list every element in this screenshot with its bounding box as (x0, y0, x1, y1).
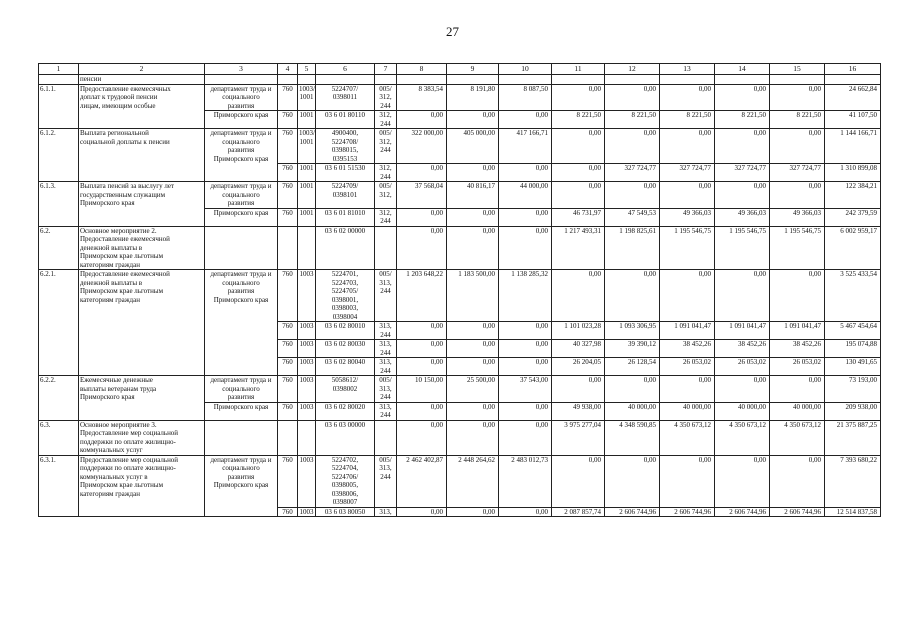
section-code: 1001 (298, 182, 316, 209)
expense-type: 005/ 313, 244 (375, 376, 397, 403)
amount-col-10: 417 166,71 (499, 129, 552, 164)
target-article: 5058612/ 0398002 (316, 376, 375, 403)
amount-col-13: 8 221,50 (660, 111, 715, 129)
grbs-code: 760 (278, 164, 298, 182)
amount-total: 73 193,00 (825, 376, 881, 403)
grbs-code (278, 420, 298, 455)
continuation-cell (605, 75, 660, 85)
activity-name: Выплата пенсий за выслугу лет государственным служащим Приморского края (79, 182, 205, 227)
expense-type: 312, 244 (375, 208, 397, 226)
grbs-code: 760 (278, 111, 298, 129)
column-header-1: 1 (39, 64, 79, 75)
amount-col-12: 1 093 306,95 (605, 322, 660, 340)
amount-col-12: 0,00 (605, 182, 660, 209)
amount-col-12: 4 348 590,85 (605, 420, 660, 455)
amount-col-12: 1 198 825,61 (605, 226, 660, 270)
amount-col-12: 8 221,50 (605, 111, 660, 129)
amount-col-10: 1 138 285,32 (499, 270, 552, 322)
amount-col-12: 327 724,77 (605, 164, 660, 182)
executor: Приморского края (205, 402, 278, 420)
item-number: 6.1.2. (39, 129, 79, 182)
section-code: 1003 (299, 507, 314, 516)
continuation-cell (397, 75, 447, 85)
amount-col-10: 0,00 (499, 164, 552, 182)
amount-col-13: 26 053,02 (660, 358, 715, 376)
amount-col-8: 0,00 (397, 111, 447, 129)
continuation-cell (205, 75, 278, 85)
amount-col-10: 0,00 (499, 358, 552, 376)
amount-col-15: 1 091 041,47 (770, 322, 825, 340)
section-code: 1003/ 1001 (298, 84, 316, 111)
continuation-cell (499, 75, 552, 85)
amount-col-11: 0,00 (552, 129, 605, 164)
target-article: 4900400, 5224708/ 0398015, 0395153 (316, 129, 375, 164)
column-header-12: 12 (605, 64, 660, 75)
activity-name: Основное мероприятие 2. Предоставление ежемесячной денежной выплаты в Приморском крае льготным категориям граждан (79, 226, 205, 270)
amount-col-9: 0,00 (447, 420, 499, 455)
target-article: 03 6 03 80050 (316, 507, 375, 517)
expense-type (375, 226, 397, 270)
expense-type: 313, 244 (375, 340, 397, 358)
amount-col-11: 49 938,00 (552, 402, 605, 420)
amount-col-13: 327 724,77 (660, 164, 715, 182)
target-article: 5224709/ 0398101 (316, 182, 375, 209)
amount-col-11: 26 204,05 (552, 358, 605, 376)
continuation-cell (770, 75, 825, 85)
amount-col-8: 0,00 (397, 322, 447, 340)
amount-col-13: 4 350 673,12 (660, 420, 715, 455)
amount-col-11: 0,00 (552, 84, 605, 111)
amount-col-10: 37 543,00 (499, 376, 552, 403)
column-header-15: 15 (770, 64, 825, 75)
expense-type (375, 420, 397, 455)
amount-col-11: 1 101 023,28 (552, 322, 605, 340)
grbs-code: 760 (278, 84, 298, 111)
amount-col-14: 4 350 673,12 (715, 420, 770, 455)
activity-name: Основное мероприятие 3. Предоставление мер социальной поддержки по оплате жилищно- коммунальных услуг (79, 420, 205, 455)
amount-col-12: 2 606 744,96 (605, 507, 660, 517)
executor: департамент труда и социального развития (205, 182, 278, 209)
continuation-cell (660, 75, 715, 85)
amount-col-15: 0,00 (770, 376, 825, 403)
amount-col-10: 0,00 (499, 111, 552, 129)
amount-col-13: 40 000,00 (660, 402, 715, 420)
expense-type: 313, 244 (375, 358, 397, 376)
amount-col-10: 0,00 (499, 340, 552, 358)
amount-col-13: 0,00 (660, 84, 715, 111)
amount-col-12: 40 000,00 (605, 402, 660, 420)
target-article: 03 6 02 80040 (316, 358, 375, 376)
amount-col-8: 0,00 (397, 226, 447, 270)
target-article: 03 6 02 00000 (316, 226, 375, 270)
continuation-text: пенсии (79, 75, 205, 85)
continuation-cell (715, 75, 770, 85)
amount-total: 242 379,59 (825, 208, 881, 226)
amount-col-9: 0,00 (447, 226, 499, 270)
item-number: 6.2. (39, 226, 79, 270)
amount-col-9: 0,00 (447, 340, 499, 358)
grbs-code: 760 (278, 322, 298, 340)
target-article: 5224701, 5224703, 5224705/ 0398001, 0398003, 0398004 (316, 270, 375, 322)
amount-total: 12 514 837,58 (825, 507, 881, 517)
amount-total: 5 467 454,64 (825, 322, 881, 340)
expense-type: 005/ 312, 244 (375, 84, 397, 111)
grbs-code: 760 (278, 208, 298, 226)
column-header-3: 3 (205, 64, 278, 75)
item-number: 6.2.2. (39, 376, 79, 421)
target-article: 03 6 02 80010 (316, 322, 375, 340)
amount-col-13: 0,00 (660, 270, 715, 322)
amount-col-15: 0,00 (770, 270, 825, 322)
amount-col-12: 47 549,53 (605, 208, 660, 226)
continuation-row (39, 75, 881, 85)
amount-col-14: 0,00 (715, 270, 770, 322)
expense-type: 313, 244 (375, 402, 397, 420)
amount-col-12: 26 128,54 (605, 358, 660, 376)
executor: департамент труда и социального развития Приморского края (205, 129, 278, 182)
column-number-row (39, 64, 881, 75)
target-article: 03 6 02 80020 (316, 402, 375, 420)
item-number: 6.1.3. (39, 182, 79, 227)
amount-total: 130 491,65 (825, 358, 881, 376)
target-article: 03 6 02 80030 (316, 340, 375, 358)
amount-col-8: 0,00 (397, 420, 447, 455)
expense-type: 005/ 312, 244 (375, 129, 397, 164)
grbs-code: 760 (278, 182, 298, 209)
amount-col-8: 10 150,00 (397, 376, 447, 403)
amount-col-8: 0,00 (397, 208, 447, 226)
amount-col-11: 2 087 857,74 (552, 507, 605, 517)
activity-name: Предоставление мер социальной поддержки по оплате жилищно- коммунальных услуг в Приморском крае льготным категориям граждан (79, 455, 205, 517)
table-row (39, 129, 881, 164)
activity-name: Предоставление ежемесячных доплат к трудовой пенсии лицам, имеющим особые (79, 84, 205, 129)
column-header-16: 16 (825, 64, 881, 75)
amount-col-10: 0,00 (499, 402, 552, 420)
grbs-code: 760 (278, 402, 298, 420)
amount-col-10: 0,00 (499, 322, 552, 340)
amount-col-8: 0,00 (397, 340, 447, 358)
table-row (39, 226, 881, 270)
column-header-14: 14 (715, 64, 770, 75)
amount-col-10: 0,00 (499, 226, 552, 270)
amount-col-10: 0,00 (499, 208, 552, 226)
amount-total: 21 375 887,25 (825, 420, 881, 455)
section-code: 1003 (298, 376, 316, 403)
section-code: 1003/ 1001 (298, 129, 316, 164)
amount-col-13: 49 366,03 (660, 208, 715, 226)
amount-col-9: 1 183 500,00 (447, 270, 499, 322)
column-header-9: 9 (447, 64, 499, 75)
executor (205, 226, 278, 270)
column-header-6: 6 (316, 64, 375, 75)
expense-type: 313, (375, 507, 397, 517)
amount-col-8: 0,00 (397, 507, 447, 517)
amount-col-15: 1 195 546,75 (770, 226, 825, 270)
amount-col-13: 0,00 (660, 129, 715, 164)
amount-col-11: 0,00 (552, 182, 605, 209)
amount-col-13: 1 195 546,75 (660, 226, 715, 270)
amount-col-14: 1 091 041,47 (715, 322, 770, 340)
amount-col-12: 0,00 (605, 129, 660, 164)
section-code: 1001 (298, 111, 316, 129)
amount-col-15: 2 606 744,96 (770, 507, 825, 517)
expense-type: 005/ 312, (375, 182, 397, 209)
amount-col-11: 0,00 (552, 164, 605, 182)
amount-total: 3 525 433,54 (825, 270, 881, 322)
amount-col-12: 0,00 (605, 270, 660, 322)
executor: Приморского края (205, 111, 278, 129)
target-article: 03 6 01 81010 (316, 208, 375, 226)
section-code: 1001 (298, 164, 316, 182)
column-header-5: 5 (298, 64, 316, 75)
amount-col-8: 322 000,00 (397, 129, 447, 164)
section-code: 1003 (298, 340, 316, 358)
continuation-cell (375, 75, 397, 85)
amount-col-14: 8 221,50 (715, 111, 770, 129)
column-header-4: 4 (278, 64, 298, 75)
amount-col-13: 2 606 744,96 (660, 507, 715, 517)
amount-total: 122 384,21 (825, 182, 881, 209)
item-number: 6.1.1. (39, 84, 79, 129)
amount-col-11: 46 731,97 (552, 208, 605, 226)
executor (205, 420, 278, 455)
amount-col-14: 1 195 546,75 (715, 226, 770, 270)
amount-col-9: 8 191,80 (447, 84, 499, 111)
executor: департамент труда и социального развития (205, 84, 278, 111)
section-code: 1003 (298, 455, 316, 507)
amount-total: 6 002 959,17 (825, 226, 881, 270)
grbs-code: 760 (278, 455, 298, 507)
amount-col-15: 0,00 (770, 182, 825, 209)
table-row (39, 84, 881, 111)
section-code: 1001 (298, 208, 316, 226)
amount-total: 41 107,50 (825, 111, 881, 129)
continuation-cell (316, 75, 375, 85)
grbs-code (278, 226, 298, 270)
amount-col-14: 26 053,02 (715, 358, 770, 376)
amount-col-11: 8 221,50 (552, 111, 605, 129)
section-code: 1003 (298, 322, 316, 340)
section-code: 1003 (298, 358, 316, 376)
amount-col-14: 0,00 (715, 129, 770, 164)
amount-col-14: 2 606 744,96 (715, 507, 770, 517)
grbs-code: 760 (278, 129, 298, 164)
executor: Приморского края (205, 208, 278, 226)
column-header-13: 13 (660, 64, 715, 75)
amount-col-15: 327 724,77 (770, 164, 825, 182)
amount-col-9: 0,00 (447, 507, 499, 517)
executor: департамент труда и социального развития (205, 376, 278, 403)
column-header-11: 11 (552, 64, 605, 75)
grbs-code: 760 (278, 376, 298, 403)
amount-col-12: 0,00 (605, 376, 660, 403)
budget-table-sheet (38, 63, 880, 517)
amount-col-11: 0,00 (552, 270, 605, 322)
expense-type: 313, 244 (375, 322, 397, 340)
executor: департамент труда и социального развития Приморского края (205, 455, 278, 517)
amount-col-9: 0,00 (447, 322, 499, 340)
amount-col-14: 38 452,26 (715, 340, 770, 358)
amount-col-15: 4 350 673,12 (770, 420, 825, 455)
column-header-7: 7 (375, 64, 397, 75)
amount-col-9: 0,00 (447, 358, 499, 376)
amount-col-9: 0,00 (447, 111, 499, 129)
amount-col-8: 37 568,04 (397, 182, 447, 209)
amount-col-9: 0,00 (447, 402, 499, 420)
amount-col-12: 39 390,12 (605, 340, 660, 358)
amount-col-8: 0,00 (397, 164, 447, 182)
target-article: 03 6 01 51530 (316, 164, 375, 182)
activity-name: Ежемесячные денежные выплаты ветеранам труда Приморского края (79, 376, 205, 421)
expense-type: 005/ 313, 244 (375, 270, 397, 322)
column-header-2: 2 (79, 64, 205, 75)
amount-col-13: 0,00 (660, 182, 715, 209)
expense-type: 312, 244 (375, 164, 397, 182)
executor: департамент труда и социального развития Приморского края (205, 270, 278, 376)
continuation-cell (552, 75, 605, 85)
table-row (39, 455, 881, 507)
amount-col-13: 0,00 (660, 376, 715, 403)
item-number: 6.3. (39, 420, 79, 455)
amount-col-10: 2 483 012,73 (499, 455, 552, 507)
amount-col-13: 1 091 041,47 (660, 322, 715, 340)
target-article: 5224702, 5224704, 5224706/ 0398005, 0398006, 0398007 (316, 455, 375, 507)
amount-col-8: 0,00 (397, 402, 447, 420)
amount-col-9: 25 500,00 (447, 376, 499, 403)
table-row (39, 376, 881, 403)
amount-col-15: 26 053,02 (770, 358, 825, 376)
amount-col-11: 0,00 (552, 376, 605, 403)
item-number: 6.3.1. (39, 455, 79, 517)
grbs-code: 760 (278, 340, 298, 358)
section-code: 1003 (298, 402, 316, 420)
amount-col-12: 0,00 (605, 84, 660, 111)
amount-col-14: 0,00 (715, 84, 770, 111)
amount-col-14: 0,00 (715, 376, 770, 403)
amount-total: 7 393 680,22 (825, 455, 881, 507)
budget-table (38, 63, 881, 517)
amount-col-15: 0,00 (770, 84, 825, 111)
amount-col-9: 40 816,17 (447, 182, 499, 209)
amount-col-15: 49 366,03 (770, 208, 825, 226)
continuation-cell-number (39, 75, 79, 85)
amount-col-11: 3 975 277,04 (552, 420, 605, 455)
amount-col-10: 0,00 (499, 420, 552, 455)
amount-col-8: 2 462 402,87 (397, 455, 447, 507)
amount-col-11: 0,00 (552, 455, 605, 507)
table-row (39, 270, 881, 322)
amount-col-12: 0,00 (605, 455, 660, 507)
page-number: 27 (446, 24, 459, 39)
amount-col-9: 2 448 264,62 (447, 455, 499, 507)
target-article: 5224707/ 0398011 (316, 84, 375, 111)
table-row (39, 420, 881, 455)
amount-col-9: 0,00 (447, 208, 499, 226)
amount-col-15: 38 452,26 (770, 340, 825, 358)
amount-col-8: 1 203 648,22 (397, 270, 447, 322)
amount-total: 24 662,84 (825, 84, 881, 111)
amount-col-9: 0,00 (447, 164, 499, 182)
amount-col-8: 0,00 (397, 358, 447, 376)
amount-col-9: 405 000,00 (447, 129, 499, 164)
section-code (298, 420, 316, 455)
grbs-code: 760 (278, 270, 298, 322)
target-article: 03 6 03 00000 (316, 420, 375, 455)
amount-col-14: 0,00 (715, 182, 770, 209)
amount-col-15: 0,00 (770, 455, 825, 507)
continuation-cell (447, 75, 499, 85)
continuation-cell (278, 75, 298, 85)
column-header-8: 8 (397, 64, 447, 75)
amount-total: 195 074,88 (825, 340, 881, 358)
amount-col-13: 38 452,26 (660, 340, 715, 358)
section-code: 1003 (298, 270, 316, 322)
amount-col-10: 0,00 (499, 507, 552, 517)
amount-total: 209 938,00 (825, 402, 881, 420)
table-body (39, 75, 881, 517)
amount-col-15: 40 000,00 (770, 402, 825, 420)
continuation-cell (298, 75, 316, 85)
amount-col-10: 8 087,50 (499, 84, 552, 111)
section-code (298, 226, 316, 270)
amount-col-11: 40 327,98 (552, 340, 605, 358)
amount-col-11: 1 217 493,31 (552, 226, 605, 270)
amount-col-15: 8 221,50 (770, 111, 825, 129)
column-header-10: 10 (499, 64, 552, 75)
continuation-cell (825, 75, 881, 85)
amount-col-10: 44 000,00 (499, 182, 552, 209)
amount-col-8: 8 383,54 (397, 84, 447, 111)
amount-col-14: 40 000,00 (715, 402, 770, 420)
grbs-code: 760 (278, 507, 298, 517)
amount-col-15: 0,00 (770, 129, 825, 164)
table-row (39, 182, 881, 209)
activity-name: Выплата региональной социальной доплаты к пенсии (79, 129, 205, 182)
amount-total: 1 144 166,71 (825, 129, 881, 164)
target-article: 03 6 01 80110 (316, 111, 375, 129)
expense-type: 005/ 313, 244 (375, 455, 397, 507)
amount-col-14: 49 366,03 (715, 208, 770, 226)
amount-total: 1 310 899,08 (825, 164, 881, 182)
amount-col-14: 0,00 (715, 455, 770, 507)
expense-type: 312, 244 (375, 111, 397, 129)
amount-col-13: 0,00 (660, 455, 715, 507)
item-number: 6.2.1. (39, 270, 79, 376)
grbs-code: 760 (278, 358, 298, 376)
amount-col-14: 327 724,77 (715, 164, 770, 182)
activity-name: Предоставление ежемесячной денежной выплаты в Приморском крае льготным категориям граждан (79, 270, 205, 376)
